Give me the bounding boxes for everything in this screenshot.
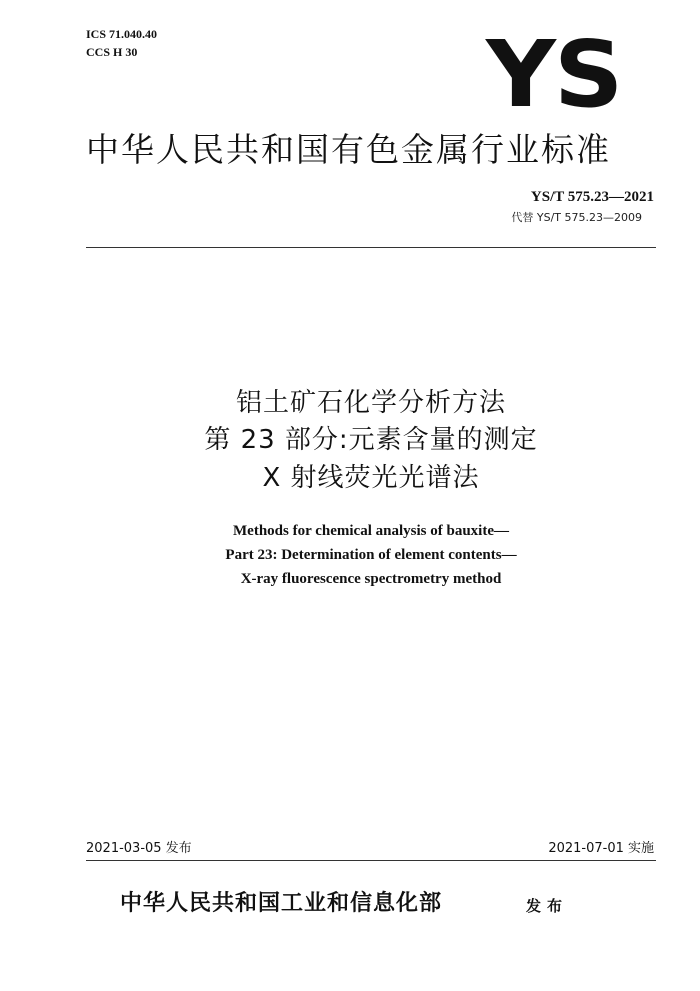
replaces-standard: 代替 YS/T 575.23—2009 (511, 211, 642, 224)
ics-code: ICS 71.040.40 (86, 27, 158, 41)
title-cn-line-3: X 射线荧光光谱法 (262, 463, 480, 493)
ccs-code: CCS H 30 (86, 45, 138, 59)
title-cn-line-2: 第 23 部分:元素含量的测定 (204, 425, 538, 455)
standard-category-title: 中华人民共和国有色金属行业标准 (86, 130, 611, 169)
issuing-authority: 中华人民共和国工业和信息化部 (120, 891, 443, 916)
title-en-line-3: X-ray fluorescence spectrometry method (240, 571, 502, 587)
implementation-date: 2021-07-01 实施 (548, 841, 654, 856)
standard-number: YS/T 575.23—2021 (530, 189, 654, 205)
publish-label: 发布 (526, 897, 569, 915)
header-divider (86, 247, 656, 248)
footer-divider (86, 860, 656, 861)
ys-logo: YS (486, 21, 622, 128)
issue-date: 2021-03-05 发布 (86, 841, 192, 856)
title-en-line-1: Methods for chemical analysis of bauxite— (233, 523, 509, 539)
title-en-line-2: Part 23: Determination of element contents— (225, 547, 517, 563)
title-cn-line-1: 铝土矿石化学分析方法 (235, 388, 506, 418)
